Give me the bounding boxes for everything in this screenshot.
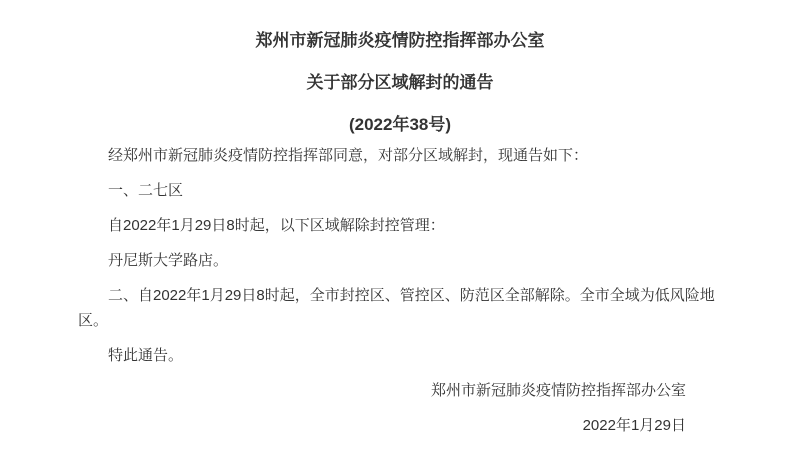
notice-title: 郑州市新冠肺炎疫情防控指挥部办公室 <box>255 31 545 50</box>
notice-date: 2022年1月29日 <box>582 417 686 434</box>
notice-doc-number: (2022年38号) <box>348 115 452 134</box>
notice-paragraph-location: 丹尼斯大学路店。 <box>108 252 229 269</box>
notice-paragraph-intro: 经郑州市新冠肺炎疫情防控指挥部同意，对部分区域解封，现通告如下： <box>108 147 589 164</box>
notice-document <box>78 0 722 438</box>
notice-paragraph-section-2: 二、自2022年1月29日8时起，全市封控区、管控区、防范区全部解除。全市全域为低风险地区。 <box>78 287 715 329</box>
notice-paragraph-closing: 特此通告。 <box>108 347 184 364</box>
notice-signature: 郑州市新冠肺炎疫情防控指挥部办公室 <box>430 382 686 399</box>
notice-subtitle: 关于部分区域解封的通告 <box>306 73 494 92</box>
notice-paragraph-effective-time: 自2022年1月29日8时起，以下区域解除封控管理： <box>108 217 445 234</box>
notice-paragraph-section-1: 一、二七区 <box>108 182 184 199</box>
